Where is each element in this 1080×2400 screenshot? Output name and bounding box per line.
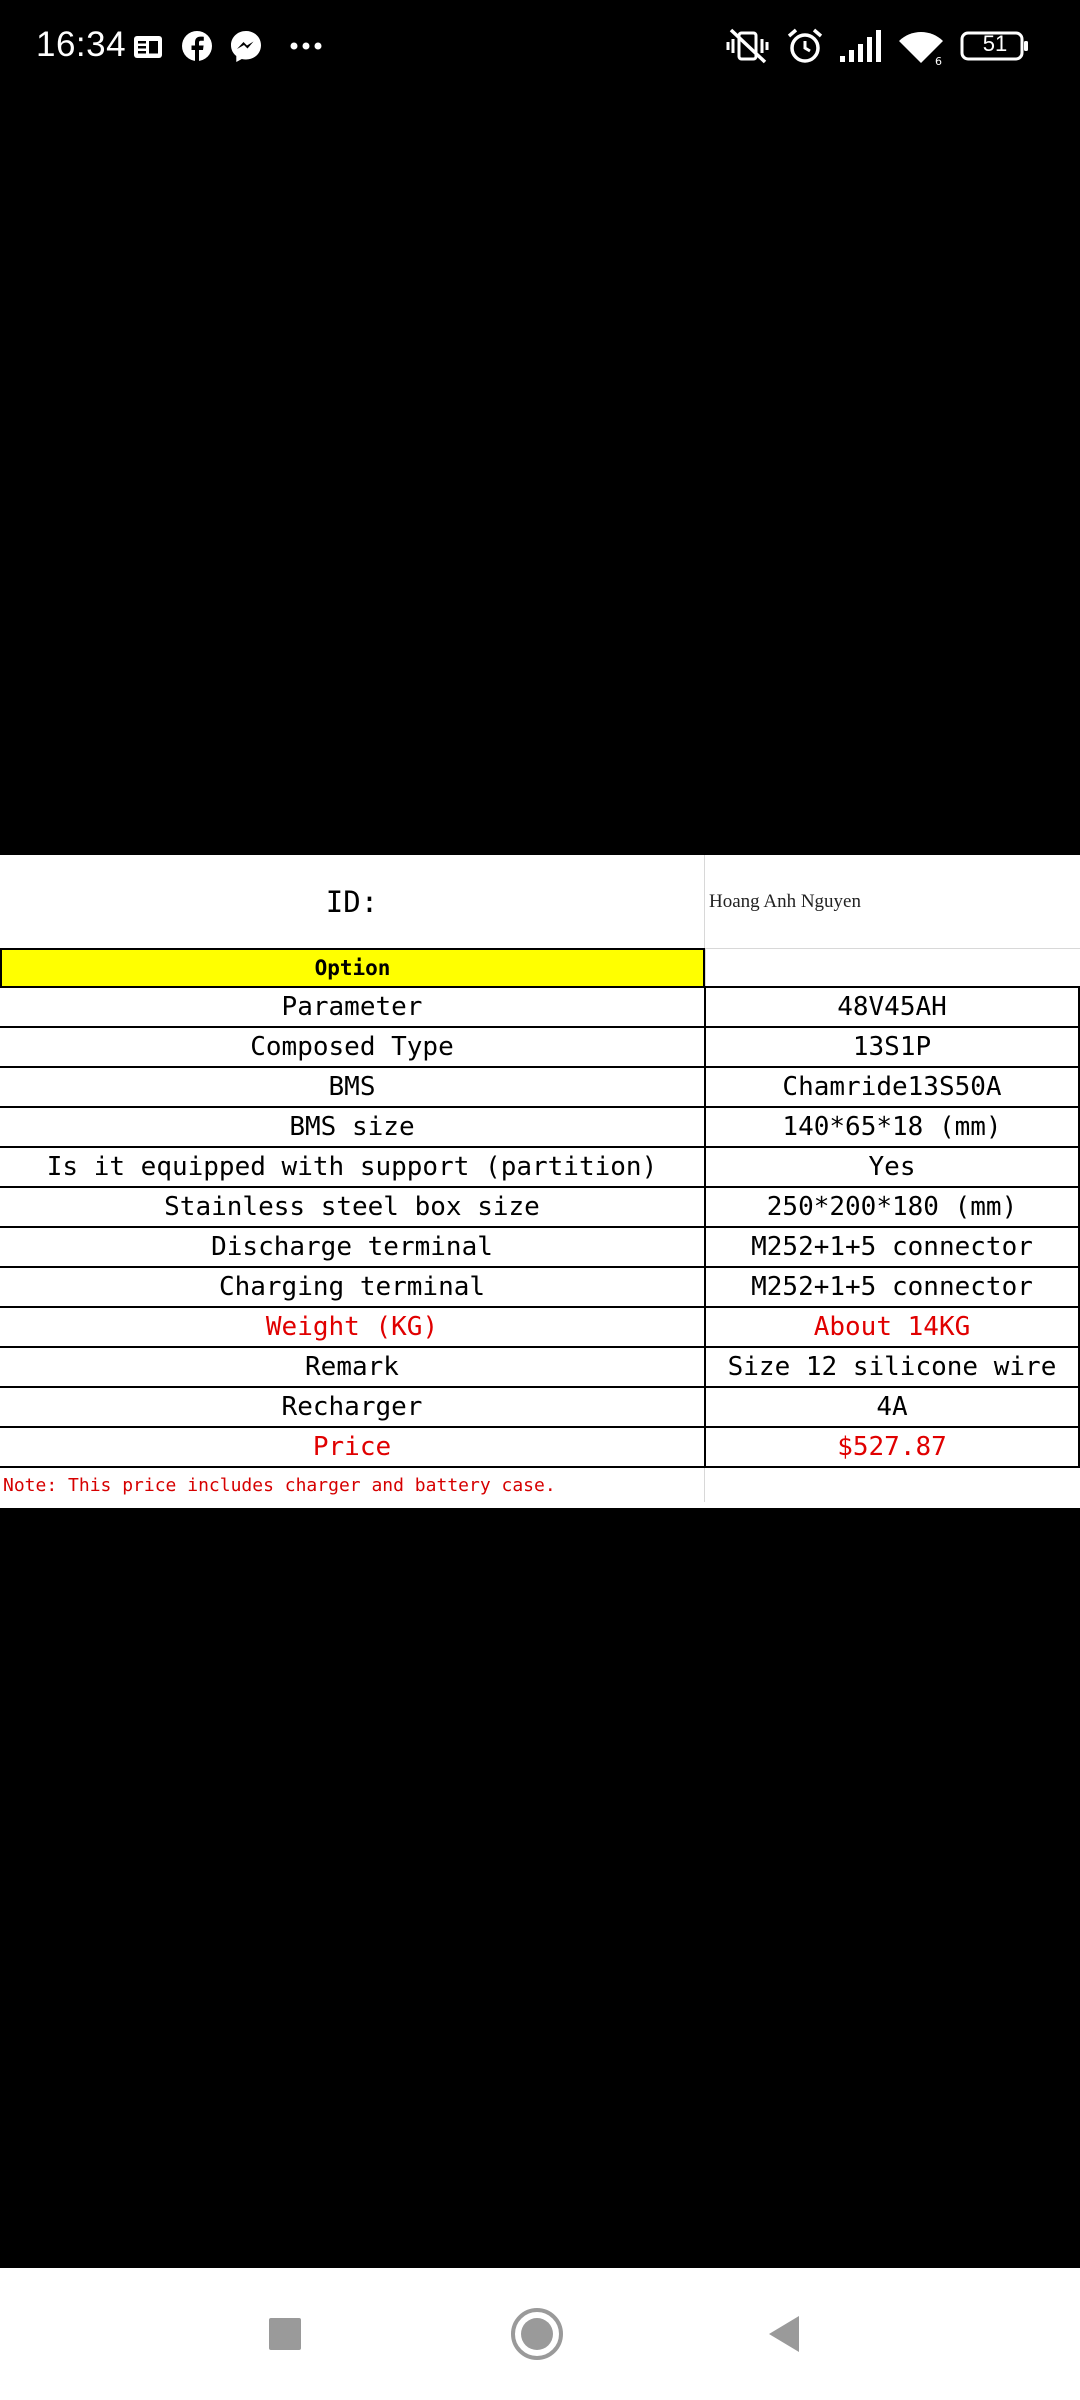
row-value-bms-size: 140*65*18 (mm): [782, 1112, 1002, 1142]
id-label: ID:: [325, 884, 379, 919]
row-value-bms: Chamride13S50A: [782, 1072, 1002, 1102]
row-value-weight: About 14KG: [813, 1312, 971, 1342]
row-label-discharge-terminal: Discharge terminal: [211, 1232, 493, 1262]
row-value-composed-type: 13S1P: [852, 1032, 932, 1062]
row-label-box-size: Stainless steel box size: [164, 1192, 540, 1222]
recents-icon: [265, 2314, 305, 2354]
status-bar: [0, 0, 1080, 92]
recents-button[interactable]: [245, 2294, 325, 2374]
row-label-weight: Weight (KG): [265, 1312, 439, 1342]
row-value-discharge-terminal: M252+1+5 connector: [751, 1232, 1033, 1262]
row-label-bms-size: BMS size: [289, 1112, 415, 1142]
more-dots-icon: [288, 26, 328, 66]
row-value-price: $527.87: [837, 1432, 947, 1462]
row-label-support: Is it equipped with support (partition): [46, 1152, 658, 1182]
back-icon: [763, 2312, 807, 2356]
row-label-price: Price: [312, 1432, 392, 1462]
row-label-parameter: Parameter: [281, 992, 423, 1022]
row-value-remark: Size 12 silicone wire: [727, 1352, 1057, 1382]
row-label-charging-terminal: Charging terminal: [218, 1272, 486, 1302]
home-icon: [509, 2306, 565, 2362]
back-button[interactable]: [745, 2294, 825, 2374]
wifi-icon: [897, 26, 949, 66]
signal-icon: [838, 26, 888, 66]
navigation-bar: [0, 2268, 1080, 2400]
row-value-charging-terminal: M252+1+5 connector: [751, 1272, 1033, 1302]
row-label-composed-type: Composed Type: [250, 1032, 454, 1062]
battery-level: 51: [982, 31, 1008, 56]
news-icon: [133, 26, 163, 66]
vibrate-off-icon: [725, 26, 771, 66]
option-header: Option: [0, 948, 705, 988]
facebook-icon: [180, 26, 214, 66]
home-button[interactable]: [497, 2294, 577, 2374]
row-value-support: Yes: [868, 1152, 916, 1182]
note-empty-cell: [704, 1468, 1080, 1502]
messenger-icon: [228, 26, 264, 66]
price-note: Note: This price includes charger and battery case.: [3, 1474, 556, 1496]
spreadsheet-image[interactable]: [0, 855, 1080, 1508]
row-label-remark: Remark: [305, 1352, 399, 1382]
status-time: 16:34: [36, 25, 127, 64]
row-value-recharger: 4A: [876, 1392, 908, 1422]
row-value-box-size: 250*200*180 (mm): [766, 1192, 1018, 1222]
id-value: Hoang Anh Nguyen: [704, 855, 1080, 948]
row-label-bms: BMS: [328, 1072, 376, 1102]
svg-text:6: 6: [935, 55, 942, 66]
option-empty-cell: [705, 948, 1080, 988]
row-value-parameter: 48V45AH: [837, 992, 947, 1022]
alarm-icon: [785, 26, 825, 66]
row-label-recharger: Recharger: [281, 1392, 423, 1422]
